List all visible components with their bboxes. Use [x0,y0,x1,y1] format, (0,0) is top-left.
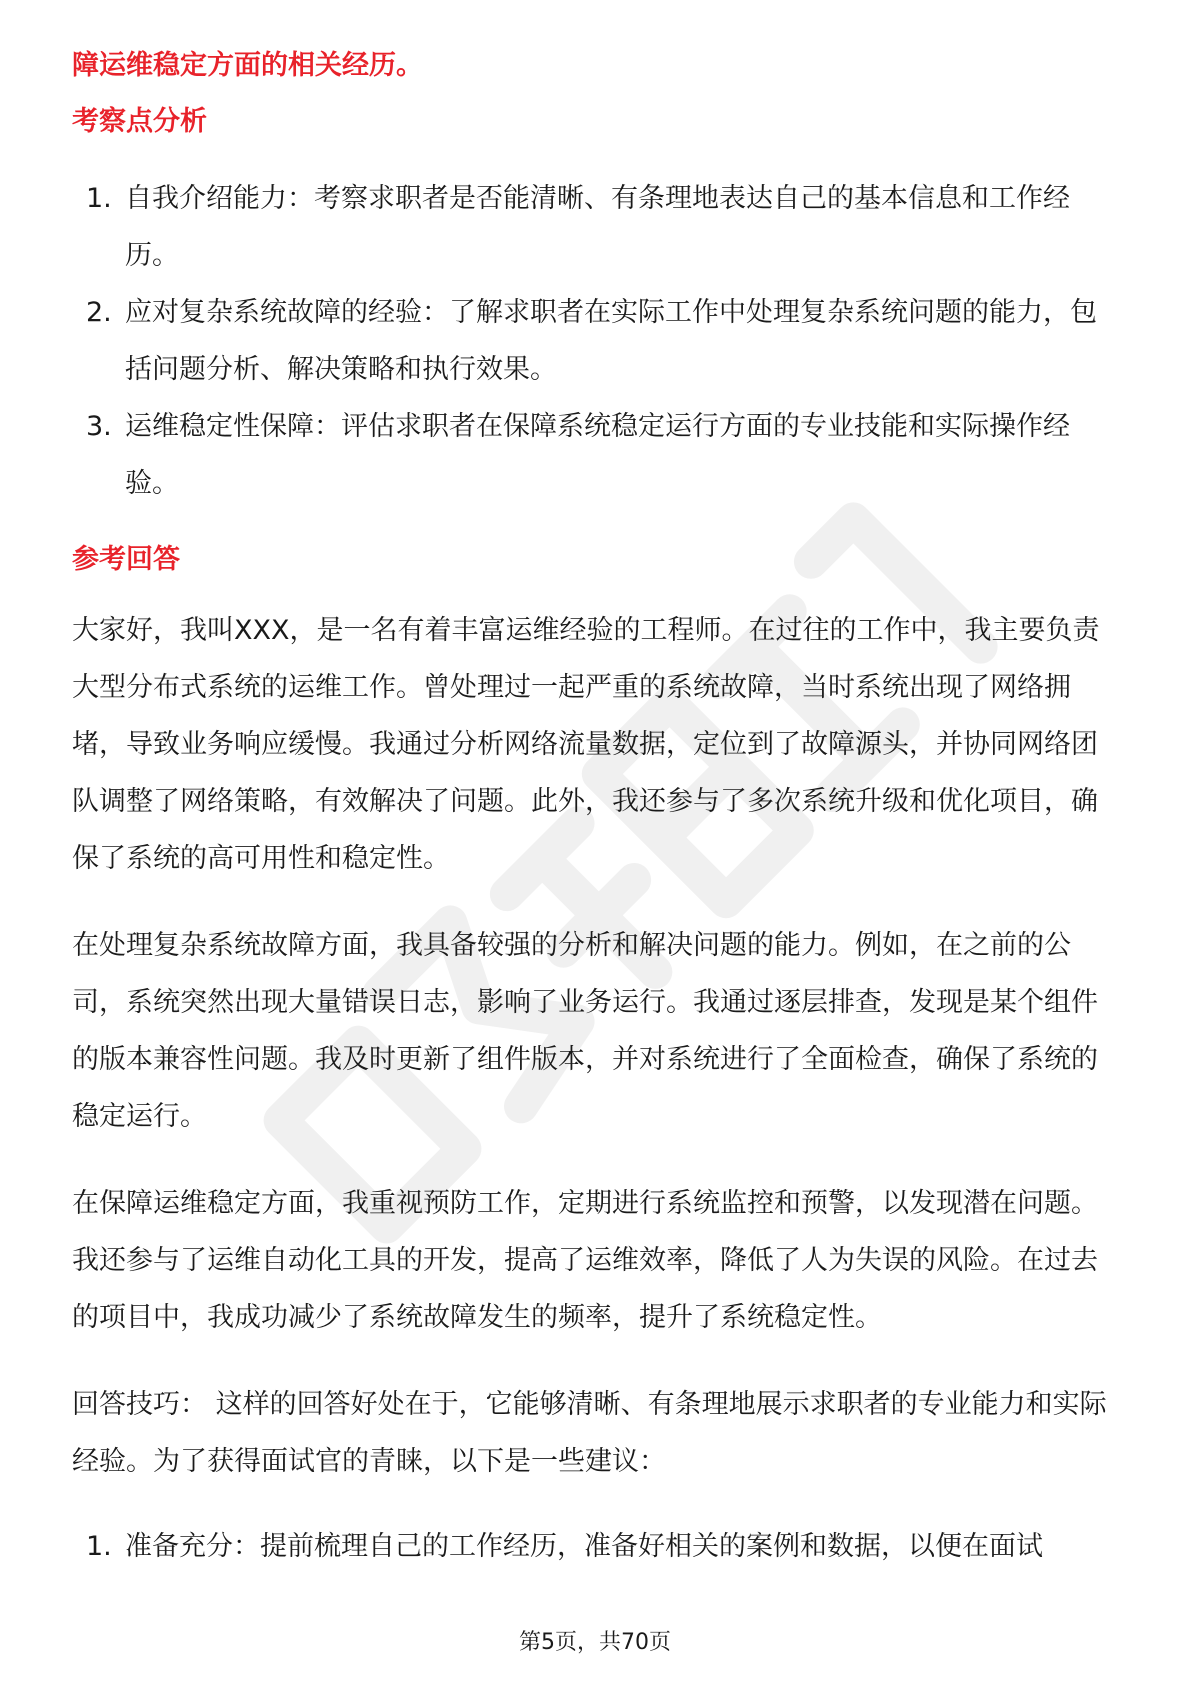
list-item-text: 准备充分：提前梳理自己的工作经历，准备好相关的案例和数据，以便在面试 [125,1531,1043,1562]
list-number: 1. [86,183,112,214]
list-item [72,398,1122,512]
section-heading-analysis: 考察点分析 [72,106,207,137]
list-item [72,1518,1122,1575]
list-item-text: 运维稳定性保障：评估求职者在保障系统稳定运行方面的专业技能和实际操作经验。 [125,411,1070,499]
analysis-list [72,170,1122,512]
list-number: 2. [86,297,112,328]
continued-line: 障运维稳定方面的相关经历。 [72,50,423,81]
list-item [72,170,1122,284]
answer-paragraph: 在保障运维稳定方面，我重视预防工作，定期进行系统监控和预警，以发现潜在问题。我还参与了运维自动化工具的开发，提高了运维效率，降低了人为失误的风险。在过去的项目中，我成功减少了系统故障发生的频率，提升了系统稳定性。 [72,1188,1098,1333]
list-item [72,284,1122,398]
answer-tips-intro: 回答技巧： 这样的回答好处在于，它能够清晰、有条理地展示求职者的专业能力和实际经验。为了获得面试官的青睐，以下是一些建议： [72,1389,1107,1477]
document-body [72,46,1122,1575]
list-item-text: 应对复杂系统故障的经验：了解求职者在实际工作中处理复杂系统问题的能力，包括问题分析、解决策略和执行效果。 [125,297,1097,385]
answer-paragraph: 在处理复杂系统故障方面，我具备较强的分析和解决问题的能力。例如，在之前的公司，系统突然出现大量错误日志，影响了业务运行。我通过逐层排查，发现是某个组件的版本兼容性问题。我及时更新了组件版本，并对系统进行了全面检查，确保了系统的稳定运行。 [72,930,1098,1132]
list-number: 3. [86,411,112,442]
list-item-text: 自我介绍能力：考察求职者是否能清晰、有条理地表达自己的基本信息和工作经历。 [125,183,1070,271]
list-number: 1. [86,1531,112,1562]
answer-paragraph: 大家好，我叫XXX，是一名有着丰富运维经验的工程师。在过往的工作中，我主要负责大型分布式系统的运维工作。曾处理过一起严重的系统故障，当时系统出现了网络拥堵，导致业务响应缓慢。我通过分析网络流量数据，定位到了故障源头，并协同网络团队调整了网络策略，有效解决了问题。此外，我还参与了多次系统升级和优化项目，确保了系统的高可用性和稳定性。 [72,615,1100,874]
tips-list [72,1518,1122,1575]
page-number-footer: 第5页，共70页 [519,1630,671,1655]
section-heading-answer: 参考回答 [72,544,180,575]
